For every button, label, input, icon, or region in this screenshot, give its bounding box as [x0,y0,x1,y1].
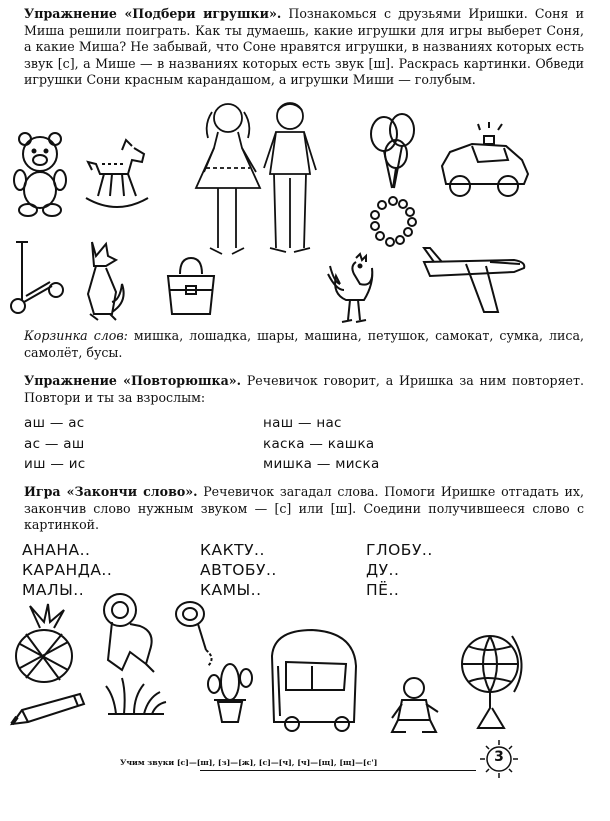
word-pyo: ПЁ.. [366,581,400,599]
bus-icon [262,626,362,732]
scooter-icon [6,238,66,318]
shower-icon [172,598,218,668]
exercise-povtoryushka [24,373,584,406]
baby-icon [388,676,442,736]
pair-right-1: наш — нас [263,415,342,431]
lion-icon [100,592,158,674]
exercise-title: Упражнение «Подбери игрушки». [24,6,282,21]
pair-right-2: каска — кашка [263,436,375,452]
exercise2-instructions: Речевичок говорит, а Иришка за ним повторяет. Повтори и ты за взрослым: [24,373,584,405]
teddy-bear-icon [10,128,70,218]
game-zakonchi-slovo [24,484,584,534]
word-kamy: КАМЫ.. [200,581,262,599]
pair-left-1: аш — ас [24,415,85,431]
toy-car-icon [438,128,532,200]
word-globu: ГЛОБУ.. [366,541,433,559]
pencil-icon [8,690,88,730]
rooster-icon [326,254,378,326]
exercise-instructions: Познакомься с друзьями Иришки. Соня и Миша решили поиграть. Как ты думаешь, какие игрушки для игры выберет Соня, а какие Миша? Не забывай, что Соне нравятся игрушки, в названиях которых есть звук [с], а Мише — в названиях которых есть звук [ш]. Раскрась картинки. Обведи игрушки Сони красным карандашом, а игрушки Миши — голубым. [24,6,584,88]
beads-icon [370,196,416,248]
cactus-icon [206,660,254,724]
pair-right-3: мишка — миска [263,456,380,472]
game-title: Игра «Закончи слово». [24,484,198,499]
word-basket-label: Корзинка слов: [24,328,128,343]
globe-icon [456,624,528,734]
word-avtobu: АВТОБУ.. [200,561,277,579]
pair-left-3: иш — ис [24,456,86,472]
page-number-badge [478,738,520,780]
airplane-icon [420,244,528,316]
word-karanda: КАРАНДА.. [22,561,113,579]
exercise2-title: Упражнение «Повторюшка». [24,373,241,388]
fox-icon [76,238,128,322]
pineapple-icon [10,604,80,684]
reeds-icon [104,676,168,716]
rocking-horse-icon [82,140,152,215]
exercise-podberi-igrushki [24,6,584,89]
footer-caption: Учим звуки [с]—[ш], [з]—[ж], [с]—[ч], [ч]—[щ], [щ]—[с'] [120,758,378,767]
word-basket-words: мишка, лошадка, шары, машина, петушок, самокат, сумка, лиса, самолёт, бусы. [24,328,584,360]
word-maly: МАЛЫ.. [22,581,85,599]
handbag-icon [164,256,218,316]
page-number: 3 [494,749,504,765]
pair-left-2: ас — аш [24,436,85,452]
footer-rule [200,770,476,771]
word-basket [24,328,584,361]
word-du: ДУ.. [366,561,400,579]
word-anana: АНАНА.. [22,541,91,559]
balloons-icon [368,110,416,190]
game-instructions: Речевичок загадал слова. Помоги Иришке отгадать их, закончив слово нужным звуком — [с] или [ш]. Соедини получившееся слово с картинкой. [24,484,585,533]
word-kaktu: КАКТУ.. [200,541,265,559]
children-sonya-misha-illustration [190,98,330,268]
